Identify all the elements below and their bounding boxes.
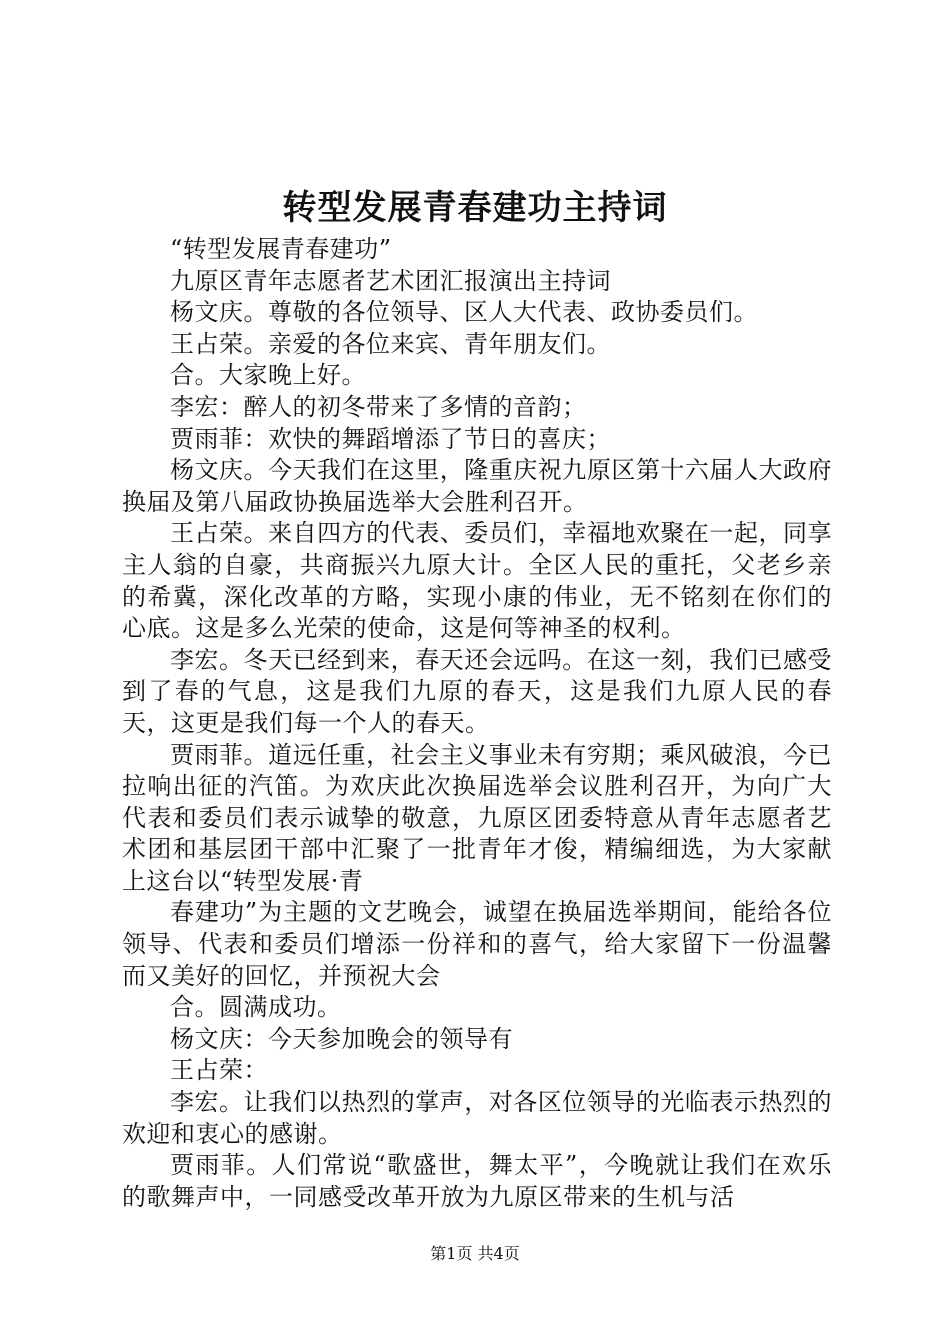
paragraph: 杨文庆。今天我们在这里，隆重庆祝九原区第十六届人大政府换届及第八届政协换届选举大会胜利召开。 bbox=[122, 456, 832, 516]
paragraph: 春建功”为主题的文艺晚会，诚望在换届选举期间，能给各位领导、代表和委员们增添一份祥和的喜气，给大家留下一份温馨而又美好的回忆，并预祝大会 bbox=[122, 898, 832, 990]
paragraph: 王占荣。亲爱的各位来宾、青年朋友们。 bbox=[170, 329, 611, 358]
page-footer: 第1页 共4页 bbox=[430, 1244, 520, 1263]
paragraph: 李宏。冬天已经到来，春天还会远吗。在这一刻，我们已感受到了春的气息，这是我们九原的春天，这是我们九原人民的春天，这更是我们每一个人的春天。 bbox=[122, 645, 832, 737]
paragraph: “转型发展青春建功” bbox=[170, 235, 392, 263]
paragraph: 王占荣： bbox=[170, 1056, 268, 1085]
paragraph: 贾雨菲。道远任重，社会主义事业未有穷期；乘风破浪，今已拉响出征的汽笛。为欢庆此次换届选举会议胜利召开，为向广大代表和委员们表示诚挚的敬意，九原区团委特意从青年志愿者艺术团和基层团干部中汇聚了一批青年才俊，精编细选，为大家献上这台以“转型发展·青 bbox=[122, 740, 832, 895]
paragraph: 李宏：醉人的初冬带来了多情的音韵； bbox=[170, 392, 587, 421]
paragraph: 杨文庆：今天参加晚会的领导有 bbox=[170, 1024, 513, 1053]
paragraph: 贾雨菲。人们常说“歌盛世，舞太平”，今晚就让我们在欢乐的歌舞声中，一同感受改革开放为九原区带来的生机与活 bbox=[122, 1151, 832, 1211]
document-body bbox=[122, 234, 832, 1213]
paragraph: 王占荣。来自四方的代表、委员们，幸福地欢聚在一起，同享主人翁的自豪，共商振兴九原大计。全区人民的重托，父老乡亲的希冀，深化改革的方略，实现小康的伟业，无不铭刻在你们的心底。这是多么光荣的使命，这是何等神圣的权利。 bbox=[122, 519, 832, 643]
paragraph: 贾雨菲：欢快的舞蹈增添了节日的喜庆； bbox=[170, 424, 611, 453]
paragraph: 杨文庆。尊敬的各位领导、区人大代表、政协委员们。 bbox=[170, 298, 758, 327]
paragraph: 合。大家晚上好。 bbox=[170, 361, 366, 390]
document-title: 转型发展青春建功主持词 bbox=[282, 188, 668, 228]
paragraph: 合。圆满成功。 bbox=[170, 993, 342, 1022]
paragraph: 九原区青年志愿者艺术团汇报演出主持词 bbox=[170, 266, 611, 295]
paragraph: 李宏。让我们以热烈的掌声，对各区位领导的光临表示热烈的欢迎和衷心的感谢。 bbox=[122, 1088, 832, 1148]
